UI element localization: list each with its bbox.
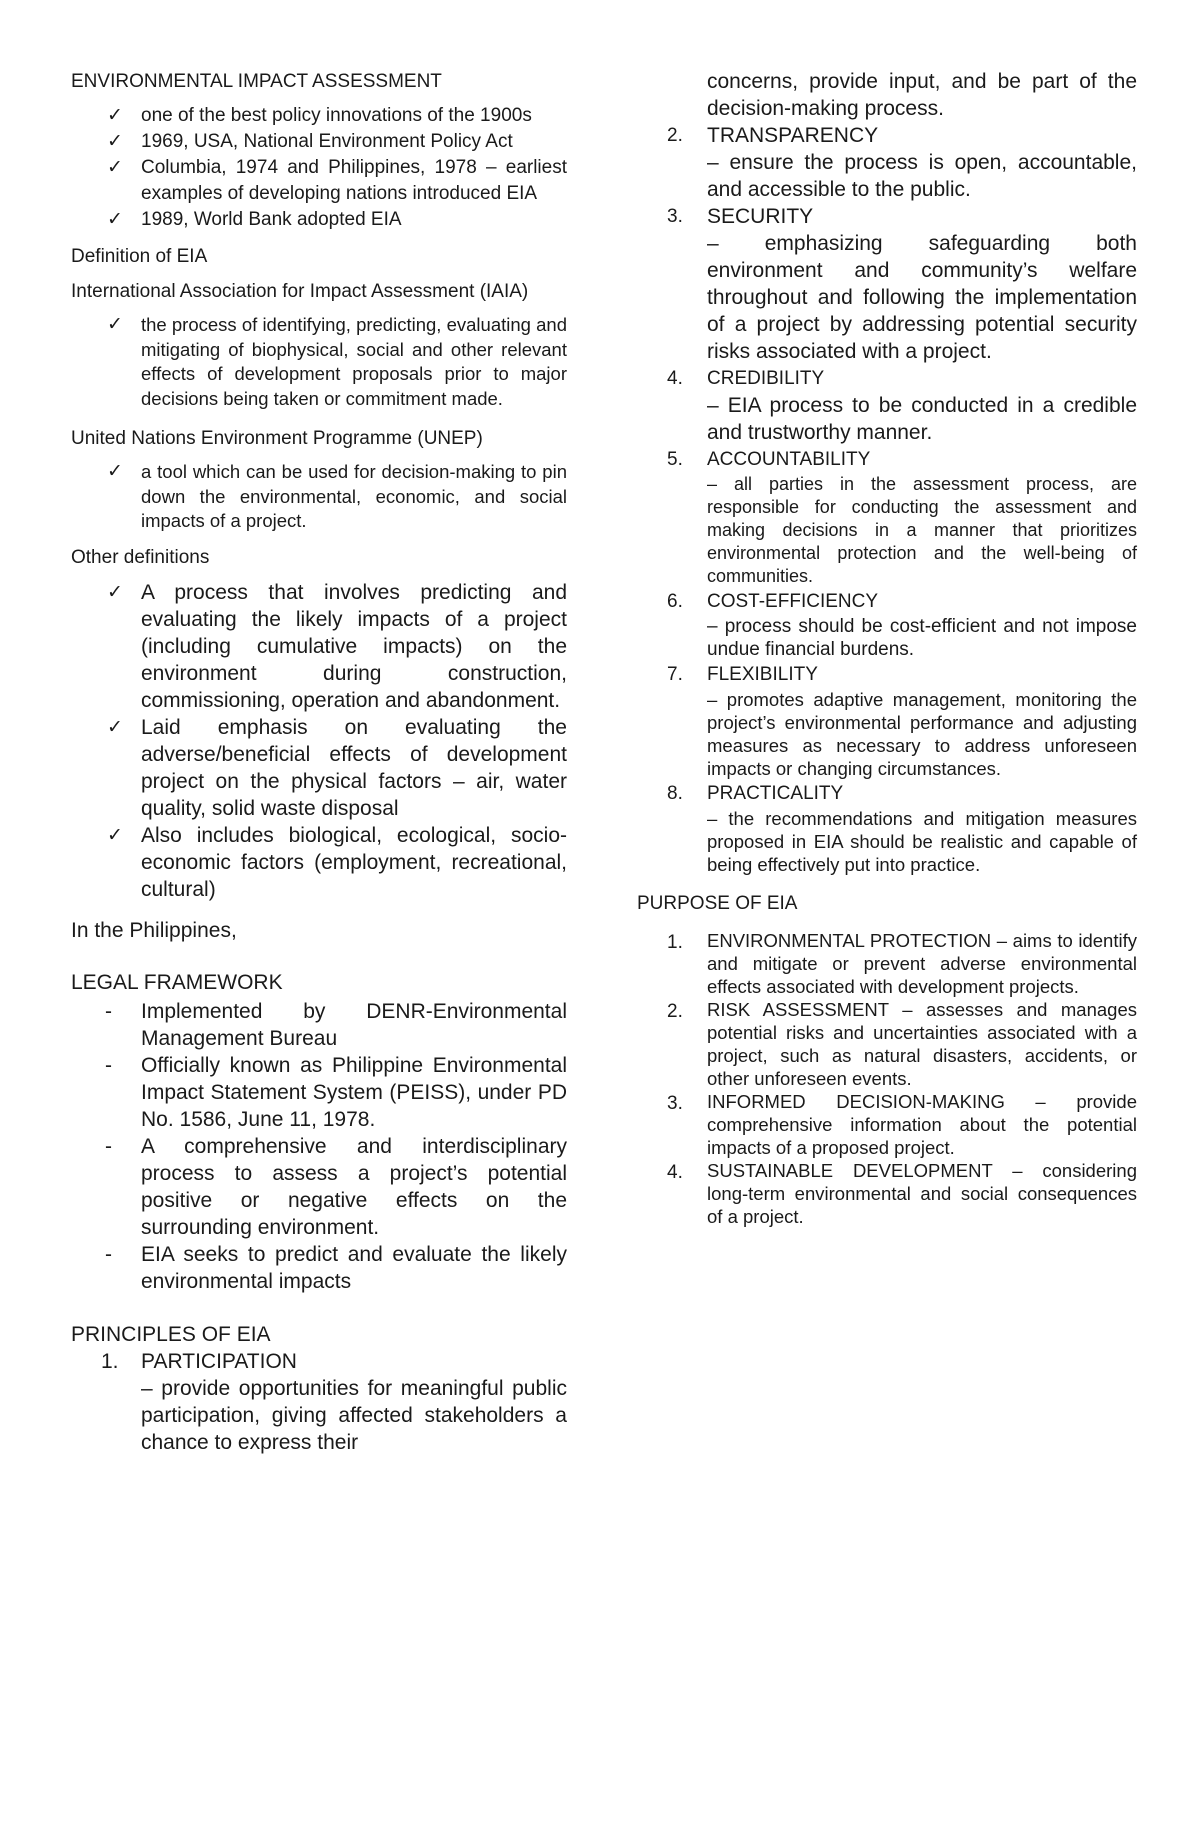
principle-number: 6. xyxy=(667,591,683,612)
list-item: ✓ 1989, World Bank adopted EIA xyxy=(141,207,567,233)
list-item: - A comprehensive and interdisciplinary process to assess a project’s potential positive or negative effects on the surrounding environment. xyxy=(105,1134,567,1239)
legal-framework-list xyxy=(71,998,567,1295)
checkmark-icon: ✓ xyxy=(107,824,123,846)
purpose-text: ENVIRONMENTAL PROTECTION – aims to identify and mitigate or prevent adverse environmental effects associated with development projects. xyxy=(707,930,1137,997)
purpose-item xyxy=(667,998,1137,1090)
principle-description: – the recommendations and mitigation measures proposed in EIA should be realistic and capable of being effectively put into practice. xyxy=(707,808,1137,875)
principle-item xyxy=(667,446,1137,588)
principle-number: 1. xyxy=(101,1349,119,1373)
purpose-item xyxy=(667,1159,1137,1228)
list-item: - EIA seeks to predict and evaluate the likely environmental impacts xyxy=(105,1242,567,1293)
checkmark-icon: ✓ xyxy=(107,314,123,335)
principle-title: SECURITY xyxy=(707,205,814,228)
principle-item xyxy=(667,661,1137,780)
principle-number: 5. xyxy=(667,449,683,470)
principle-description: – ensure the process is open, accountable, and accessible to the public. xyxy=(707,151,1137,201)
history-list xyxy=(71,103,567,233)
purpose-item xyxy=(667,1090,1137,1159)
list-item: ✓ Columbia, 1974 and Philippines, 1978 – earliest examples of developing nations introduced EIA xyxy=(107,157,567,204)
eia-heading: ENVIRONMENTAL IMPACT ASSESSMENT xyxy=(71,71,442,92)
principle-title: FLEXIBILITY xyxy=(707,664,818,685)
principles-list xyxy=(637,122,1137,876)
principle-item xyxy=(667,588,1137,661)
principle-description: – emphasizing safeguarding both environment and community’s welfare throughout and following the implementation of a project by addressing potential security risks associated with a project. xyxy=(707,232,1137,363)
list-item: - Officially known as Philippine Environmental Impact Statement System (PEISS), under PD No. 1586, June 11, 1978. xyxy=(105,1053,567,1131)
checkmark-icon: ✓ xyxy=(107,461,123,482)
principle-item xyxy=(667,365,1137,446)
philippines-heading: In the Philippines, xyxy=(71,918,237,942)
dash-bullet: - xyxy=(105,999,112,1023)
principle-number: 4. xyxy=(667,368,683,389)
purpose-text: INFORMED DECISION-MAKING – provide comprehensive information about the potential impacts of a proposed project. xyxy=(707,1091,1137,1158)
principle-title: PARTICIPATION xyxy=(141,1349,297,1373)
list-item: ✓ the process of identifying, predicting, evaluating and mitigating of biophysical, social and other relevant effects of development proposals prior to major decisions being taken or commitment made. xyxy=(107,314,567,409)
principle-title: CREDIBILITY xyxy=(707,368,825,389)
principle-number: 7. xyxy=(667,664,683,685)
checkmark-icon: ✓ xyxy=(107,105,123,126)
principles-heading: PRINCIPLES OF EIA xyxy=(71,1322,271,1346)
principle-title: ACCOUNTABILITY xyxy=(707,449,871,470)
purpose-text: RISK ASSESSMENT – assesses and manages potential risks and uncertainties associated with a project, such as natural disasters, accidents, or other unforeseen events. xyxy=(707,999,1137,1089)
principle-description: – all parties in the assessment process, are responsible for conducting the assessment and making decisions in a manner that prioritizes environmental protection and the well-being of communities. xyxy=(707,474,1137,586)
purpose-number: 3. xyxy=(667,1093,683,1114)
principle-number: 8. xyxy=(667,783,683,804)
principle-title: COST-EFFICIENCY xyxy=(707,591,879,612)
checkmark-icon: ✓ xyxy=(107,581,123,603)
list-item: ✓ 1969, USA, National Environment Policy Act xyxy=(141,129,567,155)
purpose-item xyxy=(667,929,1137,998)
left-column xyxy=(71,68,567,1456)
checkmark-icon: ✓ xyxy=(107,716,123,738)
legal-framework-heading: LEGAL FRAMEWORK xyxy=(71,970,283,994)
other-definitions-list xyxy=(71,579,567,903)
purpose-number: 4. xyxy=(667,1162,683,1183)
principle-title: TRANSPARENCY xyxy=(707,124,879,147)
checkmark-icon: ✓ xyxy=(107,131,123,152)
list-item: ✓ one of the best policy innovations of the 1900s xyxy=(141,103,567,129)
purpose-heading: PURPOSE OF EIA xyxy=(637,893,798,914)
principle-number: 3. xyxy=(667,206,683,227)
principle-item xyxy=(667,780,1137,876)
checkmark-icon: ✓ xyxy=(107,209,123,230)
list-item: - Implemented by DENR-Environmental Management Bureau xyxy=(105,999,567,1050)
list-item: ✓ Laid emphasis on evaluating the adverse/beneficial effects of development project on the physical factors – air, water quality, solid waste disposal xyxy=(107,715,567,820)
principle-description: – promotes adaptive management, monitoring the project’s environmental performance and adjusting measures as necessary to address unforeseen impacts or changing circumstances. xyxy=(707,689,1137,779)
principle-description-continued: concerns, provide input, and be part of the decision-making process. xyxy=(707,70,1137,120)
right-column xyxy=(637,68,1137,1228)
list-item: ✓ a tool which can be used for decision-making to pin down the environmental, economic, and social impacts of a project. xyxy=(107,461,567,531)
purpose-text: SUSTAINABLE DEVELOPMENT – considering long-term environmental and social consequences of a project. xyxy=(707,1160,1137,1227)
dash-bullet: - xyxy=(105,1242,112,1266)
purpose-list xyxy=(637,929,1137,1228)
principle-item xyxy=(667,203,1137,365)
purpose-number: 1. xyxy=(667,932,683,953)
principle-title: PRACTICALITY xyxy=(707,783,844,804)
list-item: ✓ A process that involves predicting and evaluating the likely impacts of a project (including cumulative impacts) on the environment during construction, commissioning, operation and abandonment. xyxy=(107,580,567,712)
other-definitions-heading: Other definitions xyxy=(71,546,210,568)
iaia-definition-list xyxy=(71,313,567,411)
unep-heading: United Nations Environment Programme (UNEP) xyxy=(71,428,483,449)
checkmark-icon: ✓ xyxy=(107,157,123,178)
principle-item xyxy=(667,122,1137,203)
purpose-number: 2. xyxy=(667,1001,683,1022)
unep-definition-list xyxy=(71,460,567,534)
iaia-heading: International Association for Impact Assessment (IAIA) xyxy=(71,281,529,302)
definition-heading: Definition of EIA xyxy=(71,246,208,267)
principle-number: 2. xyxy=(667,125,683,146)
dash-bullet: - xyxy=(105,1134,112,1158)
principle-description: – provide opportunities for meaningful public participation, giving affected stakeholders a chance to express their xyxy=(141,1376,567,1454)
list-item: ✓ Also includes biological, ecological, socio-economic factors (employment, recreational, cultural) xyxy=(107,823,567,901)
principles-list-start xyxy=(71,1348,567,1456)
principle-description: – process should be cost-efficient and not impose undue financial burdens. xyxy=(707,616,1137,660)
dash-bullet: - xyxy=(105,1053,112,1077)
principle-description: – EIA process to be conducted in a credible and trustworthy manner. xyxy=(707,394,1137,444)
principle-item xyxy=(101,1348,567,1456)
